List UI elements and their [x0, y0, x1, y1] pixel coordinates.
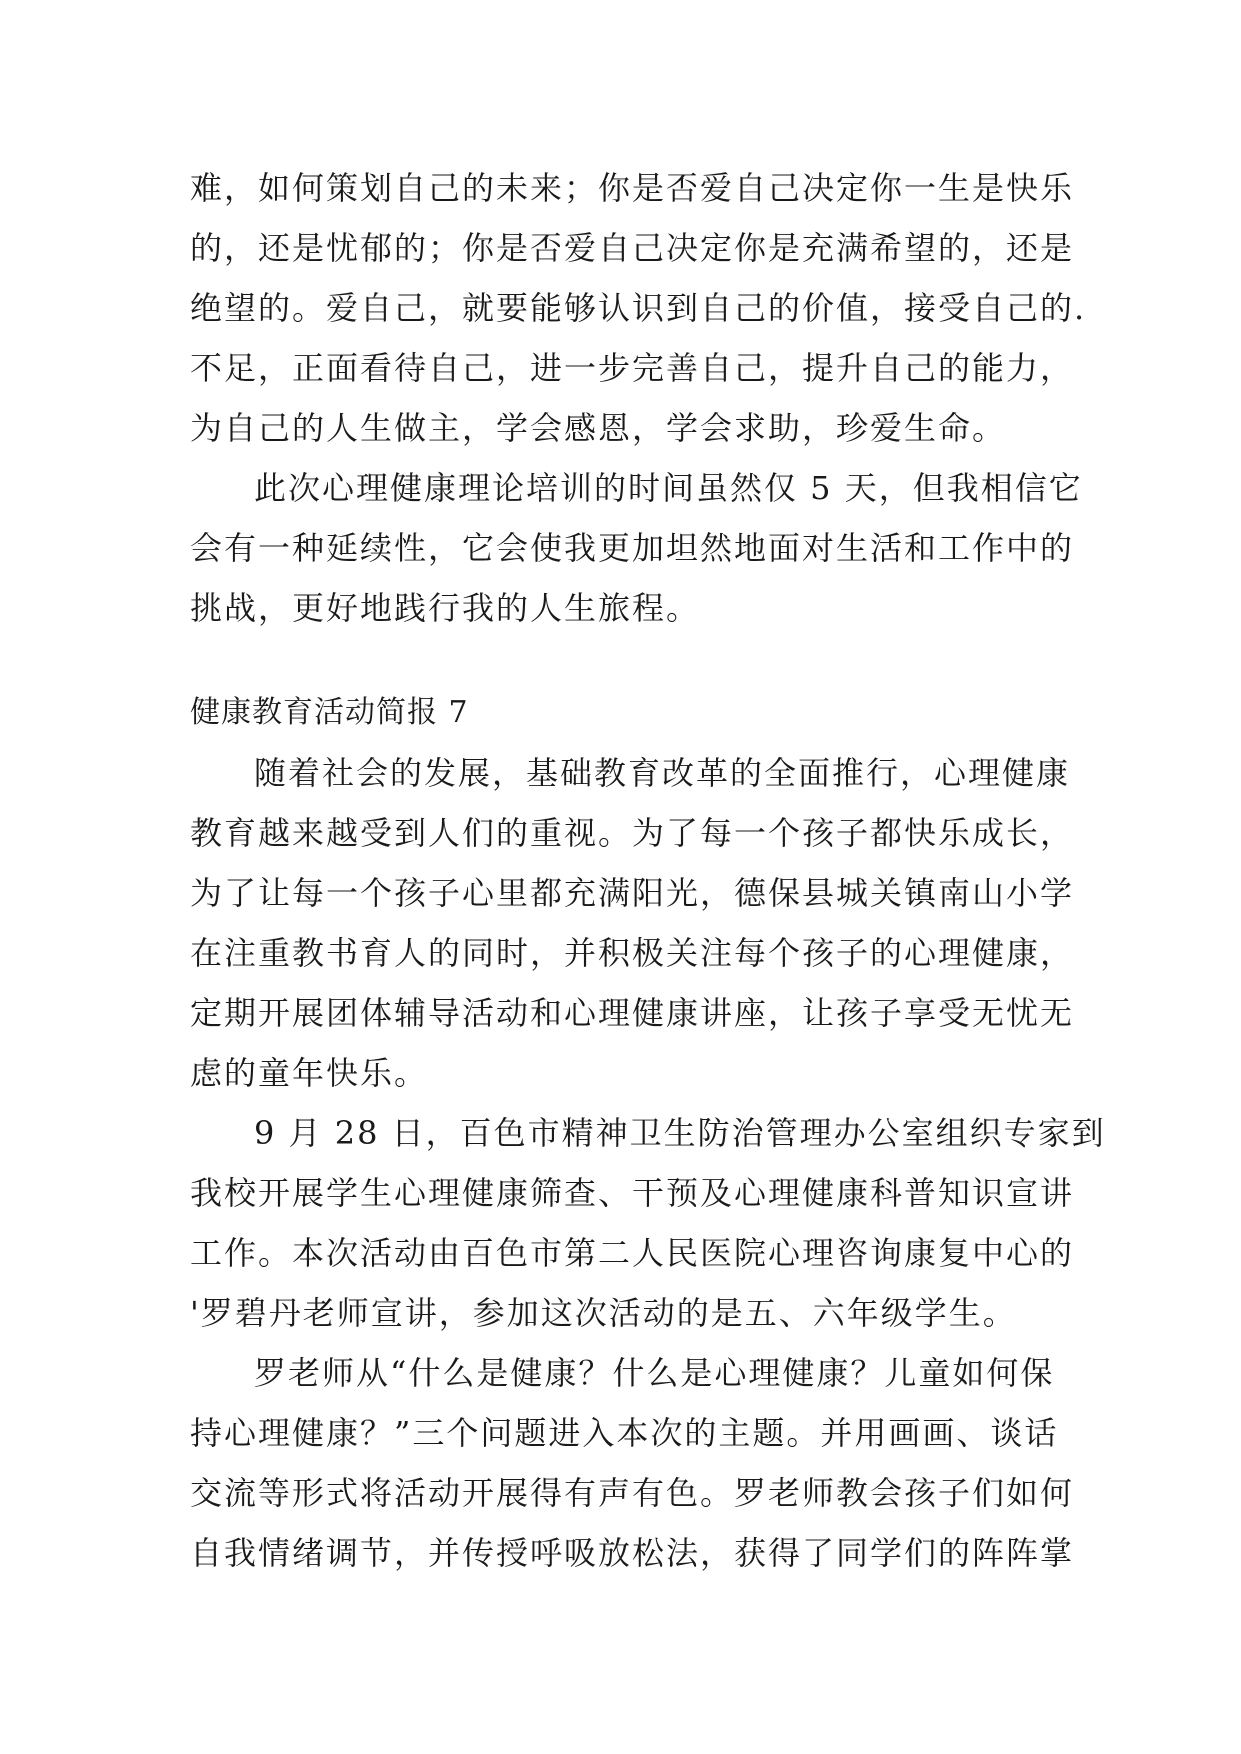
- text-line: 罗老师从“什么是健康？什么是心理健康？儿童如何保: [254, 1354, 1055, 1392]
- text-line: 我校开展学生心理健康筛查、干预及心理健康科普知识宣讲: [190, 1174, 1075, 1212]
- text-line: 绝望的。爱自己，就要能够认识到自己的价值，接受自己的.: [190, 289, 1087, 327]
- text-line: 持心理健康？”三个问题进入本次的主题。并用画画、谈话: [190, 1414, 1059, 1452]
- paragraph-training-summary: [190, 458, 1083, 638]
- text-line: '罗碧丹老师宣讲，参加这次活动的是五、六年级学生。: [190, 1294, 1017, 1332]
- paragraph-event-details: [190, 1103, 1106, 1343]
- text-line: 自我情绪调节，并传授呼吸放松法，获得了同学们的阵阵掌: [190, 1534, 1075, 1572]
- text-line: 交流等形式将活动开展得有声有色。罗老师教会孩子们如何: [190, 1474, 1075, 1512]
- text-line: 此次心理健康理论培训的时间虽然仅 5 天，但我相信它: [254, 469, 1083, 507]
- text-line: 的，还是忧郁的；你是否爱自己决定你是充满希望的，还是: [190, 229, 1075, 267]
- text-line: 随着社会的发展，基础教育改革的全面推行，心理健康: [254, 754, 1071, 792]
- paragraph-love-yourself: [190, 158, 1087, 458]
- text-line: 挑战，更好地践行我的人生旅程。: [190, 589, 701, 627]
- text-line: 为了让每一个孩子心里都充满阳光，德保县城关镇南山小学: [190, 874, 1075, 912]
- text-line: 难，如何策划自己的未来；你是否爱自己决定你一生是快乐: [190, 169, 1075, 207]
- text-line: 教育越来越受到人们的重视。为了每一个孩子都快乐成长，: [190, 814, 1075, 852]
- document-body: [190, 158, 1106, 1583]
- text-line: 为自己的人生做主，学会感恩，学会求助，珍爱生命。: [190, 409, 1007, 447]
- text-line: 在注重教书育人的同时，并积极关注每个孩子的心理健康，: [190, 934, 1075, 972]
- text-line: 工作。本次活动由百色市第二人民医院心理咨询康复中心的: [190, 1234, 1075, 1272]
- text-line: 定期开展团体辅导活动和心理健康讲座，让孩子享受无忧无: [190, 994, 1075, 1032]
- paragraph-introduction: [190, 743, 1075, 1103]
- text-line: 会有一种延续性，它会使我更加坦然地面对生活和工作中的: [190, 529, 1075, 567]
- section-title: 健康教育活动简报 7: [190, 695, 469, 730]
- text-line: 虑的童年快乐。: [190, 1054, 429, 1092]
- text-line: 不足，正面看待自己，进一步完善自己，提升自己的能力，: [190, 349, 1075, 387]
- paragraph-lecture-content: [190, 1343, 1075, 1583]
- text-line: 9 月 28 日，百色市精神卫生防治管理办公室组织专家到: [254, 1114, 1106, 1152]
